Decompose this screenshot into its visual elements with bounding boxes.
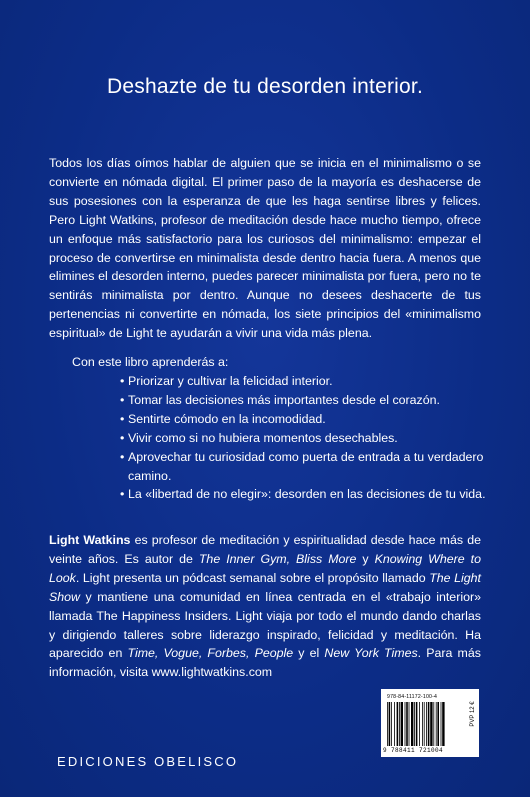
bio-text: . Para más información, visita www.lightwatkins.com xyxy=(49,646,481,680)
author-bio xyxy=(49,531,481,682)
author-name: Light Watkins xyxy=(49,533,131,547)
barcode-stripe xyxy=(442,702,444,746)
intro-lead: Con este libro aprenderás a: xyxy=(72,355,229,369)
isbn-top: 978-84-11172-100-4 xyxy=(387,694,438,700)
barcode-stripe xyxy=(441,702,442,746)
barcode-stripe xyxy=(426,702,427,746)
list-item xyxy=(121,391,488,410)
bullet-icon: • xyxy=(120,487,125,502)
barcode-stripe xyxy=(433,702,434,746)
list-item-text: Priorizar y cultivar la felicidad interior. xyxy=(128,374,333,388)
barcode-stripe xyxy=(422,702,423,746)
barcode-stripe xyxy=(437,702,439,746)
barcode-stripe xyxy=(409,702,410,746)
list-item xyxy=(121,485,488,504)
barcode-stripe xyxy=(389,702,391,746)
barcode-stripe xyxy=(405,702,406,746)
list-item-text: Aprovechar tu curiosidad como puerta de entrada a tu verdadero camino. xyxy=(128,449,484,483)
barcode-stripe xyxy=(387,702,388,746)
bullet-icon: • xyxy=(120,374,125,388)
bio-text: y el xyxy=(293,646,325,661)
barcode-stripe xyxy=(430,702,432,746)
publisher-name: EDICIONES OBELISCO xyxy=(57,754,239,769)
media-titles: Time, Vogue, Forbes, People xyxy=(127,646,294,661)
bio-text: . Light presenta un pódcast semanal sobre el propósito llamado xyxy=(75,570,430,585)
barcode-stripe xyxy=(397,702,399,746)
list-item xyxy=(121,410,488,429)
list-item-text: Tomar las decisiones más importantes desde el corazón. xyxy=(128,392,440,407)
list-item xyxy=(121,429,488,448)
barcode-stripe xyxy=(406,702,408,746)
bullet-icon: • xyxy=(120,430,125,445)
barcode-stripe xyxy=(391,702,392,746)
barcode-bars xyxy=(387,702,465,746)
barcode-stripe xyxy=(394,702,395,746)
price-label: PVP 12 € xyxy=(470,701,476,727)
list-item-text: La «libertad de no elegir»: desorden en las decisiones de tu vida. xyxy=(128,487,486,502)
headline: Deshazte de tu desorden interior. xyxy=(107,75,423,98)
barcode xyxy=(381,689,479,757)
bio-text: es profesor de meditación y espiritualidad desde hace más de veinte años. Es autor de xyxy=(49,533,481,566)
barcode-stripe xyxy=(416,702,418,746)
bio-text: y mantiene una comunidad en línea centrada en el «trabajo interior» llamada The Happiness Insiders. Light viaja por todo el mundo dando charlas y dirigiendo talleres sobre liderazgo inspirado, felicidad y meditación. Ha aparecido en xyxy=(49,589,481,661)
isbn-bottom: 9 788411 721004 xyxy=(383,747,444,754)
list-item-text: Sentirte cómodo en la incomodidad. xyxy=(128,411,326,426)
list-item xyxy=(121,448,488,486)
bio-text: y xyxy=(356,551,375,566)
barcode-stripe xyxy=(411,702,413,746)
book-titles: The Inner Gym, Bliss More xyxy=(198,551,357,566)
podcast-title: The Light Show xyxy=(49,570,481,604)
bullet-icon: • xyxy=(120,392,125,407)
barcode-stripe xyxy=(401,702,403,746)
list-item xyxy=(121,372,488,391)
bullet-icon: • xyxy=(120,449,125,464)
barcode-stripe xyxy=(428,702,430,746)
bullet-icon: • xyxy=(120,411,125,426)
barcode-stripe xyxy=(399,702,400,746)
barcode-stripe xyxy=(419,702,420,746)
barcode-stripe xyxy=(424,702,425,746)
barcode-stripe xyxy=(436,702,437,746)
newspaper-title: New York Times xyxy=(324,646,418,661)
intro-paragraph: Todos los días oímos hablar de alguien que se inicia en el minimalismo o se convierte en nómada digital. El primer paso de la mayoría es deshacerse de sus posesiones con la esperanza de que les haga sentirse libres y felices. Pero Light Watkins, profesor de meditación desde hace mucho tiempo, ofrece un enfoque más satisfactorio para los curiosos del minimalismo: empezar el proceso de convertirse en minimalista desde dentro hacia fuera. A menos que elimines el desorden interno, puedes parecer minimalista por fuera, pero no te sentirás minimalista por dentro. Aunque no desees deshacerte de tus pertenencias ni convertirte en nómada, los siete principios del «minimalismo espiritual» de Light te ayudarán a vivir una vida más plena. xyxy=(49,156,481,341)
book-title: Knowing Where to Look xyxy=(49,551,481,585)
benefits-list xyxy=(0,372,488,504)
list-item-text: Vivir como si no hubiera momentos desechables. xyxy=(128,430,398,445)
barcode-stripe xyxy=(414,702,415,746)
